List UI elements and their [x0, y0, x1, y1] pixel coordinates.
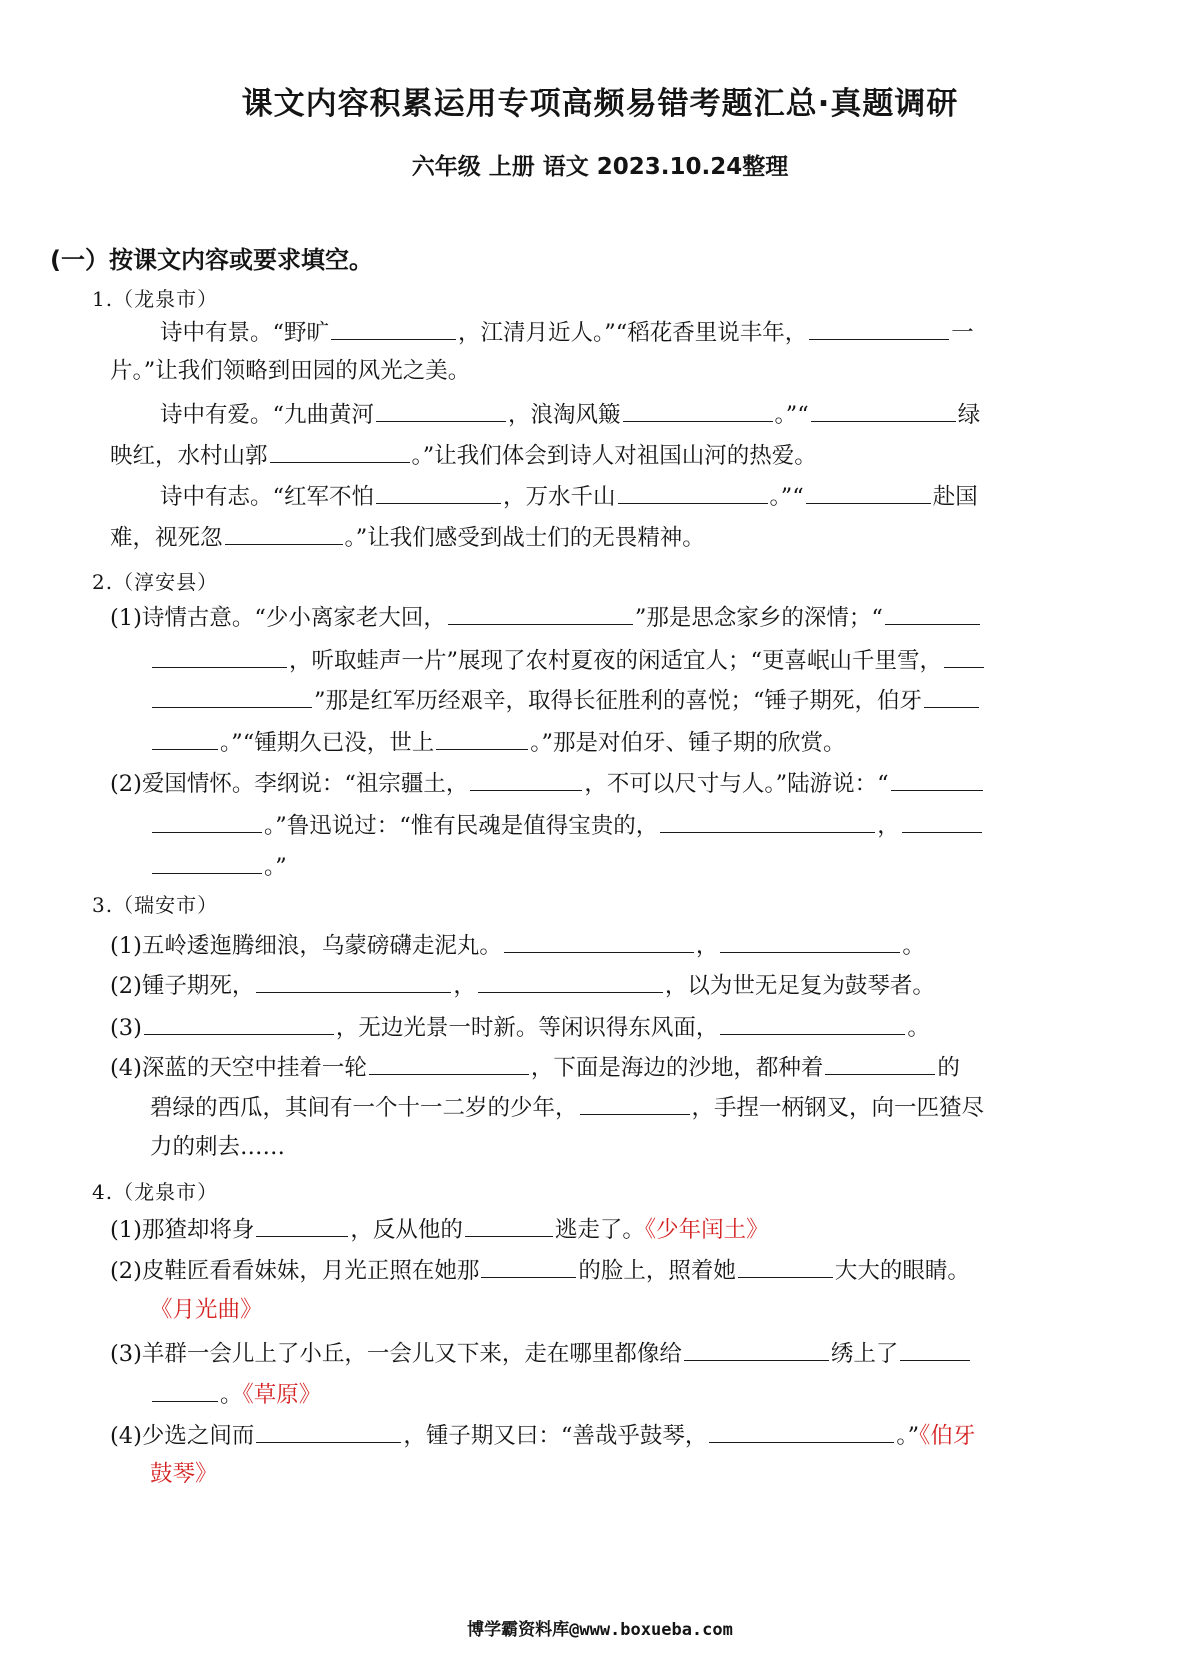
answer-blank[interactable]	[481, 1253, 576, 1278]
text-segment: 。”那是对伯牙、锺子期的欣赏。	[530, 730, 846, 756]
q3-line-4	[110, 1050, 960, 1083]
q3-line-1	[110, 928, 925, 961]
answer-blank[interactable]	[504, 928, 694, 953]
text-segment: (2)皮鞋匠看看妹妹，月光正照在她那	[110, 1258, 480, 1284]
source-title: 《少年闰土》	[644, 1217, 769, 1243]
answer-blank[interactable]	[709, 1418, 894, 1443]
text-segment: 诗中有爱。“九曲黄河	[160, 402, 375, 428]
text-segment: 。”让我们体会到诗人对祖国山河的热爱。	[411, 443, 817, 469]
text-segment: ，浪淘风簸	[508, 402, 621, 428]
text-segment: 诗中有景。“野旷	[160, 320, 330, 346]
text-segment: ，	[695, 933, 719, 959]
answer-blank[interactable]	[256, 1212, 348, 1237]
text-segment: 。”“	[769, 484, 804, 510]
q3-line-6	[150, 1132, 285, 1162]
text-segment: 。”	[896, 1423, 920, 1449]
answer-blank[interactable]	[720, 928, 900, 953]
text-segment: ，反从他的	[350, 1217, 463, 1243]
answer-blank[interactable]	[270, 438, 410, 463]
q4-line-6	[110, 1418, 975, 1451]
answer-blank[interactable]	[891, 766, 983, 791]
text-segment: 大大的眼睛。	[834, 1258, 970, 1284]
answer-blank[interactable]	[256, 1418, 401, 1443]
answer-blank[interactable]	[256, 968, 451, 993]
q4-line-7	[150, 1459, 218, 1489]
q3-line-5	[150, 1090, 984, 1123]
answer-blank[interactable]	[436, 725, 528, 750]
answer-blank[interactable]	[152, 849, 262, 874]
text-segment: 的脸上，照着她	[578, 1258, 736, 1284]
answer-blank[interactable]	[144, 1010, 334, 1035]
q1-line-2	[110, 356, 470, 386]
answer-blank[interactable]	[806, 479, 931, 504]
answer-blank[interactable]	[944, 643, 984, 668]
text-segment: ，江清月近人。”“稻花香里说丰年，	[458, 320, 808, 346]
text-segment: (1)诗情古意。“少小离家老大回，	[110, 605, 446, 631]
answer-blank[interactable]	[470, 766, 582, 791]
answer-blank[interactable]	[924, 683, 979, 708]
text-segment: 。”“	[774, 402, 809, 428]
text-segment: 。	[220, 1382, 243, 1408]
q2-line-4	[150, 725, 846, 758]
answer-blank[interactable]	[623, 397, 773, 422]
text-segment: ，锺子期又曰：“善哉乎鼓琴，	[403, 1423, 708, 1449]
answer-blank[interactable]	[825, 1050, 935, 1075]
text-segment: ”那是红军历经艰辛，取得长征胜利的喜悦；“锤子期死，伯牙	[314, 688, 923, 714]
q4-line-4	[110, 1336, 972, 1369]
q2-line-6	[150, 808, 984, 841]
text-segment: 。”“锺期久已没，世上	[220, 730, 435, 756]
text-segment: ，下面是海边的沙地，都种着	[530, 1055, 824, 1081]
text-segment: 绿	[957, 402, 981, 428]
answer-blank[interactable]	[152, 725, 218, 750]
q2-line-7	[150, 849, 287, 882]
answer-blank[interactable]	[465, 1212, 553, 1237]
answer-blank[interactable]	[684, 1336, 829, 1361]
q2-line-1	[110, 600, 982, 633]
answer-blank[interactable]	[885, 600, 980, 625]
text-segment: ，以为世无足复为鼓琴者。	[664, 973, 935, 999]
answer-blank[interactable]	[331, 315, 456, 340]
answer-blank[interactable]	[900, 1336, 970, 1361]
question-1-head: 1.（龙泉市）	[92, 287, 219, 311]
text-segment: 碧绿的西瓜，其间有一个十一二岁的少年，	[150, 1095, 578, 1121]
page-title: 课文内容积累运用专项高频易错考题汇总·真题调研	[241, 86, 959, 122]
text-segment: (2)锺子期死，	[110, 973, 255, 999]
q4-line-3	[150, 1295, 263, 1325]
q4-line-2	[110, 1253, 970, 1286]
answer-blank[interactable]	[660, 808, 875, 833]
text-segment: ，手捏一柄钢叉，向一匹猹尽	[691, 1095, 985, 1121]
text-segment: ，	[453, 973, 476, 999]
q1-line-1	[160, 315, 974, 348]
q1-line-5	[160, 479, 978, 512]
source-title: 鼓琴》	[150, 1461, 218, 1487]
text-segment: ，万水千山	[503, 484, 616, 510]
text-segment: 。”让我们感受到战士们的无畏精神。	[344, 525, 705, 551]
text-segment: 。”	[264, 854, 287, 880]
q1-line-6	[110, 520, 705, 553]
q2-line-3	[150, 683, 981, 716]
source-title: 《月光曲》	[150, 1297, 263, 1323]
q4-line-5	[150, 1377, 321, 1410]
q2-line-2	[150, 643, 986, 676]
text-segment: 赴国	[932, 484, 978, 510]
section-heading: (一）按课文内容或要求填空。	[50, 246, 373, 274]
answer-blank[interactable]	[720, 1010, 905, 1035]
text-segment: 诗中有志。“红军不怕	[160, 484, 375, 510]
text-segment: 。	[907, 1015, 930, 1041]
text-segment: 力的刺去……	[150, 1134, 286, 1160]
answer-blank[interactable]	[809, 315, 949, 340]
q1-line-4	[110, 438, 817, 471]
question-4-head: 4.（龙泉市）	[92, 1180, 219, 1204]
q3-line-2	[110, 968, 935, 1001]
source-title: 《草原》	[242, 1382, 322, 1408]
text-segment: 的	[937, 1055, 960, 1081]
answer-blank[interactable]	[811, 397, 956, 422]
text-segment: 。	[902, 933, 925, 959]
text-segment: 一	[951, 320, 974, 346]
text-segment: (3)羊群一会儿上了小丘，一会儿又下来，走在哪里都像给	[110, 1341, 682, 1367]
footer-watermark: 博学霸资料库@www.boxueba.com	[467, 1620, 733, 1640]
page-subtitle: 六年级 上册 语文 2023.10.24整理	[411, 154, 789, 180]
answer-blank[interactable]	[152, 808, 262, 833]
answer-blank[interactable]	[580, 1090, 690, 1115]
q2-line-5	[110, 766, 985, 799]
text-segment: 绣上了	[830, 1341, 899, 1367]
q1-line-3	[160, 397, 980, 430]
answer-blank[interactable]	[738, 1253, 833, 1278]
answer-blank[interactable]	[225, 520, 343, 545]
answer-blank[interactable]	[152, 643, 287, 668]
text-segment: 。”鲁迅说过：“惟有民魂是值得宝贵的，	[264, 813, 659, 839]
question-3-head: 3.（瑞安市）	[92, 893, 219, 917]
text-segment: (4)深蓝的天空中挂着一轮	[110, 1055, 367, 1081]
text-segment: ，无边光景一时新。等闲识得东风面，	[335, 1015, 719, 1041]
answer-blank[interactable]	[478, 968, 663, 993]
text-segment: (1)五岭逶迤腾细浪，乌蒙磅礴走泥丸。	[110, 933, 502, 959]
answer-blank[interactable]	[376, 397, 506, 422]
q4-line-1	[110, 1212, 769, 1245]
answer-blank[interactable]	[448, 600, 633, 625]
text-segment: (2)爱国情怀。李纲说：“祖宗疆土，	[110, 771, 469, 797]
source-title: 《伯牙	[919, 1423, 976, 1449]
text-segment: 片。”让我们领略到田园的风光之美。	[110, 358, 471, 384]
text-segment: ，听取蛙声一片”展现了农村夏夜的闲适宜人；“更喜岷山千里雪，	[289, 648, 943, 674]
answer-blank[interactable]	[152, 683, 312, 708]
question-2-head: 2.（淳安县）	[92, 570, 219, 594]
answer-blank[interactable]	[152, 1377, 218, 1402]
text-segment: (4)少选之间而	[110, 1423, 255, 1449]
answer-blank[interactable]	[369, 1050, 529, 1075]
text-segment: (1)那猹却将身	[110, 1217, 255, 1243]
text-segment: ，	[877, 813, 900, 839]
text-segment: 映红，水村山郭	[110, 443, 268, 469]
text-segment: ，不可以尺寸与人。”陆游说：“	[584, 771, 889, 797]
answer-blank[interactable]	[902, 808, 982, 833]
text-segment: 难，视死忽	[110, 525, 223, 551]
answer-blank[interactable]	[376, 479, 501, 504]
text-segment: 逃走了。	[554, 1217, 645, 1243]
q3-line-3	[110, 1010, 930, 1043]
text-segment: (3)	[110, 1015, 142, 1041]
text-segment: ”那是思念家乡的深情；“	[634, 605, 883, 631]
answer-blank[interactable]	[618, 479, 768, 504]
